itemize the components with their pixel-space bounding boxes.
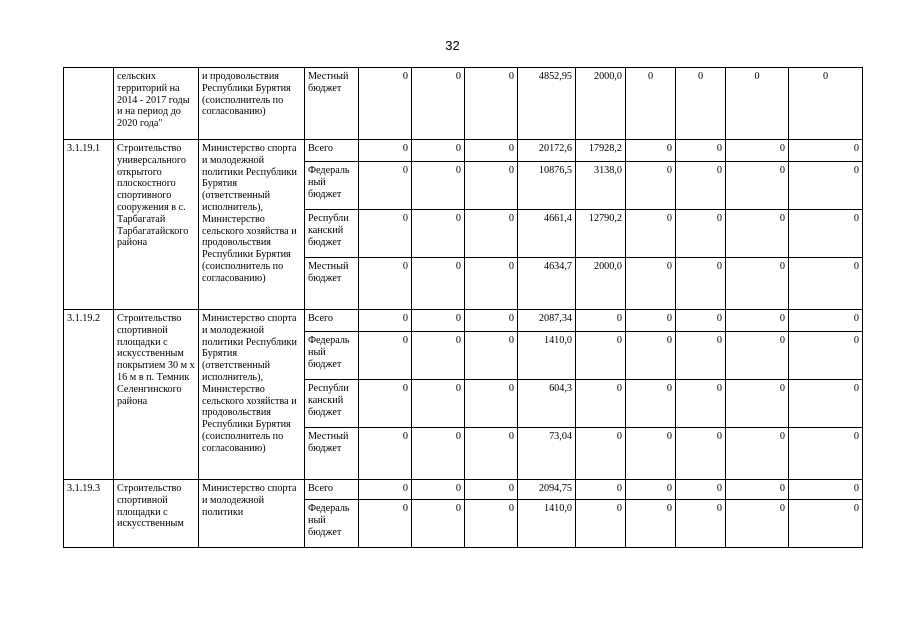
- cell-value: 17928,2: [576, 140, 626, 162]
- cell-value: 0: [676, 500, 726, 548]
- cell-value: 0: [626, 310, 676, 332]
- cell-value: 0: [789, 310, 863, 332]
- cell-source: Всего: [305, 480, 359, 500]
- cell-value: 0: [676, 380, 726, 428]
- cell-source: Республи канский бюджет: [305, 210, 359, 258]
- cell-value: 0: [626, 162, 676, 210]
- cell-value: 0: [726, 310, 789, 332]
- cell-value: 0: [412, 310, 465, 332]
- cell-value: 0: [359, 310, 412, 332]
- cell-value: 0: [676, 480, 726, 500]
- cell-value: 0: [359, 162, 412, 210]
- cell-value: 0: [359, 332, 412, 380]
- cell-value: 0: [626, 68, 676, 140]
- cell-value: 0: [789, 162, 863, 210]
- cell-value: 0: [789, 380, 863, 428]
- cell-value: 0: [576, 500, 626, 548]
- cell-executor: Министерство спорта и молодежной политики Республики Бурятия (ответственный исполнитель), Министерство сельского хозяйства и продовольствия Республики Бурятия (соисполнитель по согласованию): [199, 140, 305, 310]
- cell-source: Всего: [305, 310, 359, 332]
- cell-value: 1410,0: [518, 500, 576, 548]
- cell-value: 0: [626, 140, 676, 162]
- cell-executor: и продовольствия Республики Бурятия (соисполнитель по согласованию): [199, 68, 305, 140]
- cell-value: 0: [726, 380, 789, 428]
- cell-value: 10876,5: [518, 162, 576, 210]
- cell-value: 2087,34: [518, 310, 576, 332]
- cell-value: 4661,4: [518, 210, 576, 258]
- cell-value: 0: [789, 480, 863, 500]
- cell-value: 0: [412, 258, 465, 310]
- cell-value: 0: [359, 140, 412, 162]
- cell-value: 0: [676, 258, 726, 310]
- cell-value: 0: [412, 140, 465, 162]
- cell-value: 0: [412, 332, 465, 380]
- cell-value: 0: [789, 258, 863, 310]
- cell-value: 2000,0: [576, 68, 626, 140]
- cell-value: 0: [726, 428, 789, 480]
- cell-value: 2000,0: [576, 258, 626, 310]
- cell-code: 3.1.19.3: [64, 480, 114, 548]
- cell-value: 2094,75: [518, 480, 576, 500]
- table-row: [64, 310, 863, 332]
- cell-name: Строительство спортивной площадки с искусственным: [114, 480, 199, 548]
- cell-code: 3.1.19.2: [64, 310, 114, 480]
- cell-value: 0: [359, 380, 412, 428]
- cell-value: 0: [576, 332, 626, 380]
- table-body: [64, 68, 863, 548]
- cell-value: 0: [465, 210, 518, 258]
- cell-value: 0: [789, 428, 863, 480]
- cell-value: 0: [465, 500, 518, 548]
- cell-source: Федераль ный бюджет: [305, 332, 359, 380]
- cell-value: 0: [626, 258, 676, 310]
- cell-value: 0: [726, 68, 789, 140]
- cell-value: 0: [676, 428, 726, 480]
- cell-value: 0: [412, 480, 465, 500]
- cell-value: 0: [726, 210, 789, 258]
- cell-value: 0: [576, 380, 626, 428]
- cell-value: 0: [359, 480, 412, 500]
- cell-value: 4852,95: [518, 68, 576, 140]
- cell-value: 3138,0: [576, 162, 626, 210]
- cell-value: 0: [576, 428, 626, 480]
- cell-value: 0: [789, 68, 863, 140]
- cell-value: 0: [576, 480, 626, 500]
- page-number: 32: [445, 38, 460, 53]
- cell-executor: Министерство спорта и молодежной политики Республики Бурятия (ответственный исполнитель), Министерство сельского хозяйства и продовольствия Республики Бурятия (соисполнитель по согласованию): [199, 310, 305, 480]
- cell-value: 0: [626, 500, 676, 548]
- cell-source: Местный бюджет: [305, 258, 359, 310]
- table-row: [64, 68, 863, 140]
- cell-value: 1410,0: [518, 332, 576, 380]
- cell-value: 0: [359, 500, 412, 548]
- cell-value: 73,04: [518, 428, 576, 480]
- cell-value: 0: [726, 140, 789, 162]
- cell-value: 0: [676, 162, 726, 210]
- table-row: [64, 480, 863, 500]
- cell-code: [64, 68, 114, 140]
- cell-value: 0: [676, 210, 726, 258]
- cell-value: 0: [359, 428, 412, 480]
- cell-value: 0: [789, 140, 863, 162]
- cell-value: 0: [676, 332, 726, 380]
- cell-value: 12790,2: [576, 210, 626, 258]
- cell-source: Местный бюджет: [305, 68, 359, 140]
- cell-value: 0: [626, 380, 676, 428]
- cell-executor: Министерство спорта и молодежной политики: [199, 480, 305, 548]
- cell-value: 4634,7: [518, 258, 576, 310]
- cell-value: 0: [789, 500, 863, 548]
- cell-value: 0: [412, 68, 465, 140]
- cell-value: 0: [412, 162, 465, 210]
- cell-source: Федераль ный бюджет: [305, 162, 359, 210]
- cell-value: 0: [359, 258, 412, 310]
- cell-name: сельских территорий на 2014 - 2017 годы и на период до 2020 года": [114, 68, 199, 140]
- cell-code: 3.1.19.1: [64, 140, 114, 310]
- cell-value: 0: [626, 210, 676, 258]
- cell-value: 0: [412, 500, 465, 548]
- cell-value: 0: [726, 162, 789, 210]
- cell-value: 0: [726, 332, 789, 380]
- cell-value: 0: [626, 480, 676, 500]
- cell-value: 20172,6: [518, 140, 576, 162]
- cell-value: 0: [465, 380, 518, 428]
- cell-source: Всего: [305, 140, 359, 162]
- cell-name: Строительство универсального открытого плоскостного спортивного сооружения в с. Тарбагатай Тарбагатайского района: [114, 140, 199, 310]
- cell-value: 0: [626, 332, 676, 380]
- cell-value: 0: [465, 428, 518, 480]
- cell-value: 0: [465, 480, 518, 500]
- cell-value: 0: [359, 210, 412, 258]
- cell-value: 0: [465, 162, 518, 210]
- cell-name: Строительство спортивной площадки с искусственным покрытием 30 м х 16 м в п. Темник Селенгинского района: [114, 310, 199, 480]
- cell-value: 0: [412, 210, 465, 258]
- cell-value: 0: [626, 428, 676, 480]
- cell-value: 604,3: [518, 380, 576, 428]
- cell-value: 0: [726, 258, 789, 310]
- cell-value: 0: [789, 210, 863, 258]
- budget-table: [63, 67, 863, 548]
- cell-value: 0: [676, 310, 726, 332]
- cell-value: 0: [726, 500, 789, 548]
- cell-value: 0: [676, 68, 726, 140]
- cell-value: 0: [576, 310, 626, 332]
- cell-value: 0: [465, 258, 518, 310]
- cell-value: 0: [412, 428, 465, 480]
- cell-value: 0: [789, 332, 863, 380]
- cell-value: 0: [726, 480, 789, 500]
- cell-value: 0: [465, 140, 518, 162]
- table-row: [64, 140, 863, 162]
- cell-value: 0: [676, 140, 726, 162]
- cell-value: 0: [465, 310, 518, 332]
- cell-source: Местный бюджет: [305, 428, 359, 480]
- cell-source: Республи канский бюджет: [305, 380, 359, 428]
- cell-value: 0: [465, 68, 518, 140]
- cell-source: Федераль ный бюджет: [305, 500, 359, 548]
- cell-value: 0: [465, 332, 518, 380]
- cell-value: 0: [412, 380, 465, 428]
- cell-value: 0: [359, 68, 412, 140]
